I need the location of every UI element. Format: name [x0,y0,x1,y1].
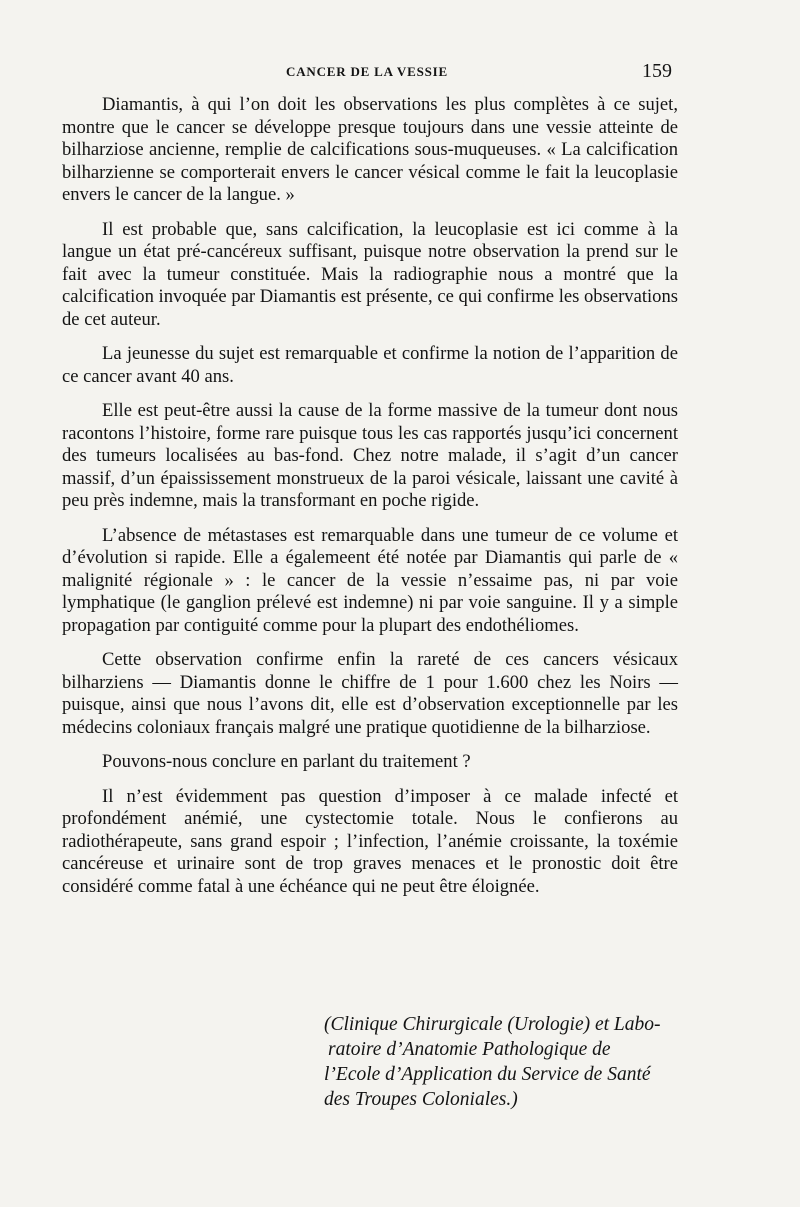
body-text [62,94,678,910]
credit-line: (Clinique Chirurgicale (Urologie) et Labo- [324,1014,661,1035]
paragraph: Il est probable que, sans calcification, la leucoplasie est ici comme à la langue un état pré-cancéreux suffisant, puisque notre observation la prend sur le fait avec la tumeur constituée. Mais la radiographie nous a montré que la calcification invoquée par Diamantis est présente, ce qui confirme les observations de cet auteur. [62,218,678,330]
paragraph: Elle est peut-être aussi la cause de la forme massive de la tumeur dont nous racontons l’histoire, forme rare puisque tous les cas rapportés jusqu’ici concernent des tumeurs localisées au bas-fond. Chez notre malade, il s’agit d’un cancer massif, d’un épaississement monstrueux de la paroi vésicale, laissant une cavité à peu près indemne, mais la transformant en poche rigide. [62,400,678,511]
page-number: 159 [642,60,672,82]
credit-line: l’Ecole d’Application du Service de Santé [324,1064,651,1085]
institution-credit [324,1012,684,1112]
credit-line: des Troupes Coloniales.) [324,1089,518,1110]
paragraph: Diamantis, à qui l’on doit les observations les plus complètes à ce sujet, montre que le cancer se développe presque toujours dans une vessie atteinte de bilharziose ancienne, remplie de calcifications sous-muqueuses. « La calcification bilharzienne se comporterait envers le cancer vésical comme le fait la leucoplasie envers le cancer de la langue. » [62,94,678,205]
paragraph: Il n’est évidemment pas question d’imposer à ce malade infecté et profondément anémié, une cystectomie totale. Nous le confierons au radiothérapeute, sans grand espoir ; l’infection, l’anémie croissante, la toxémie cancéreuse et urinaire sont de trop graves menaces et le pronostic doit être considéré comme fatal à une échéance qui ne peut être éloignée. [62,785,678,897]
paragraph: Cette observation confirme enfin la rareté de ces cancers vésicaux bilharziens — Diamantis donne le chiffre de 1 pour 1.600 chez les Noirs — puisque, ainsi que nous l’avons dit, elle est d’observation exceptionnelle par les médecins coloniaux français malgré une pratique quotidienne de la bilharziose. [62,649,678,738]
running-title: CANCER DE LA VESSIE [286,64,448,79]
paragraph: La jeunesse du sujet est remarquable et confirme la notion de l’apparition de ce cancer avant 40 ans. [62,343,678,387]
paragraph: L’absence de métastases est remarquable dans une tumeur de ce volume et d’évolution si rapide. Elle a égalemeent été notée par Diamantis qui parle de « malignité régionale » : le cancer de la vessie n’essaime pas, ni par voie lymphatique (le ganglion prélevé est indemne) ni par voie sanguine. Il y a simple propagation par contiguité comme pour la plupart des endothéliomes. [62,524,678,636]
running-header [0,62,800,86]
credit-line: ratoire d’Anatomie Pathologique de [328,1039,611,1060]
paragraph: Pouvons-nous conclure en parlant du traitement ? [102,751,471,772]
